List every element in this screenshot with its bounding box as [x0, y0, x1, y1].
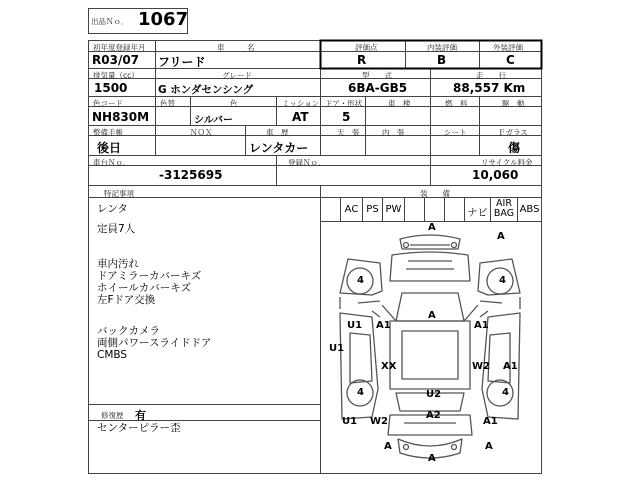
service-book-value: 後日 — [97, 141, 122, 155]
note-line: バックカメラ — [97, 325, 160, 337]
damage-mark: A — [428, 222, 436, 233]
lot-number-label: 出品Ｎｏ． — [91, 17, 129, 26]
damage-mark: A2 — [426, 410, 441, 421]
damage-mark: A1 — [483, 416, 498, 427]
first-registration-label: 初年度登録年月 — [93, 43, 146, 52]
note-line: 車内汚れ — [97, 258, 139, 270]
note-line: ホイールカバーキズ — [97, 282, 192, 294]
recycle-fee-value: 10,060 — [472, 168, 519, 182]
registration-number-label: 登録Ｎｏ． — [288, 158, 326, 167]
damage-mark: 4 — [357, 275, 364, 286]
interior-lining-label: 内 張 — [382, 128, 405, 137]
score-label: 評価点 — [355, 43, 378, 52]
car-diagram — [320, 221, 541, 473]
history-label: 車 歴 — [266, 128, 289, 137]
note-line: CMBS — [97, 349, 128, 361]
damage-mark: U2 — [426, 389, 442, 400]
color-label: 色 — [230, 99, 238, 108]
damage-mark: A — [497, 231, 505, 242]
chassis-number-label: 車台Ｎｏ． — [93, 158, 131, 167]
mileage-value: 88,557 Km — [453, 81, 526, 95]
damage-mark: A — [384, 441, 392, 452]
recycle-fee-label: リサイクル料金 — [481, 158, 533, 167]
front-glass-value: 傷 — [508, 141, 521, 155]
repair-history-label: 修復歴 — [101, 411, 124, 420]
front-glass-label: Ｆガラス — [498, 128, 528, 137]
interior-grade-label: 内装評価 — [427, 43, 457, 52]
damage-mark: U1 — [347, 320, 363, 331]
door-count-value: 5 — [342, 110, 351, 124]
damage-mark: A — [428, 310, 436, 321]
damage-mark: 4 — [499, 275, 506, 286]
damage-mark: A — [485, 441, 493, 452]
equipment-navi: ナビ — [467, 208, 488, 219]
model-code-value: 6BA-GB5 — [348, 81, 408, 95]
fuel-label: 燃 料 — [445, 99, 468, 108]
score-value: R — [357, 53, 367, 67]
drive-label: 駆 動 — [502, 99, 525, 108]
first-registration-value: R03/07 — [92, 53, 140, 67]
seat-label: シート — [444, 128, 467, 137]
equipment-pw: PW — [385, 204, 402, 215]
repair-note: センターピラー歪 — [97, 422, 181, 434]
equipment-abs: ABS — [519, 204, 540, 215]
damage-mark: A — [428, 453, 436, 464]
nox-label: ＮＯＸ — [190, 128, 213, 137]
damage-mark: 4 — [357, 387, 364, 398]
model-code-label: 型 式 — [362, 71, 392, 80]
transmission-value: AT — [292, 110, 309, 124]
note-line: 両側パワースライドドア — [97, 337, 212, 349]
color-code-label: 色コード — [93, 99, 123, 108]
grade-value: G ホンダセンシング — [158, 84, 254, 96]
color-value: シルバー — [194, 115, 234, 126]
note-line: 左Fドア交換 — [97, 294, 156, 306]
note-line: レンタ — [97, 203, 128, 215]
service-book-label: 整備手帳 — [93, 128, 123, 137]
equipment-airbag: AIR BAG — [493, 198, 515, 219]
inspection-label: 車 検 — [388, 99, 411, 108]
damage-mark: U1 — [329, 343, 345, 354]
equipment-ac: AC — [344, 204, 359, 215]
mileage-label: 走 行 — [476, 71, 506, 80]
car-name-label: 車 名 — [217, 43, 255, 52]
damage-mark: U1 — [342, 416, 358, 427]
roof-lining-label: 天 張 — [337, 128, 360, 137]
repair-history-value: 有 — [135, 409, 146, 422]
damage-mark: A1 — [474, 320, 489, 331]
note-line: 定員7人 — [97, 223, 136, 235]
color-code-value: NH830M — [92, 110, 150, 124]
exterior-grade-label: 外装評価 — [493, 43, 523, 52]
damage-mark: XX — [381, 361, 397, 372]
damage-mark: 4 — [502, 387, 509, 398]
equipment-header: 装 備 — [420, 189, 450, 198]
grade-label: グレード — [222, 71, 252, 80]
lot-number: 1067 — [138, 9, 189, 30]
equipment-ps: PS — [366, 204, 379, 215]
displacement-value: 1500 — [94, 81, 128, 95]
door-shape-label: ドア・形状 — [325, 99, 363, 108]
damage-mark: A1 — [503, 361, 518, 372]
transmission-label: ミッション — [282, 99, 320, 108]
damage-mark: A1 — [376, 320, 391, 331]
color-change-label: 色替 — [160, 99, 175, 108]
damage-mark: W2 — [370, 416, 388, 427]
interior-grade-value: B — [437, 53, 447, 67]
special-notes-header: 特記事項 — [104, 189, 134, 198]
note-line: ドアミラーカバーキズ — [97, 270, 202, 282]
displacement-label: 排気量（cc） — [93, 71, 139, 80]
chassis-number-value: -3125695 — [159, 168, 223, 182]
damage-mark: W2 — [472, 361, 490, 372]
history-value: レンタカー — [249, 141, 309, 155]
car-name-value: フリード — [158, 55, 206, 69]
exterior-grade-value: C — [506, 53, 515, 67]
